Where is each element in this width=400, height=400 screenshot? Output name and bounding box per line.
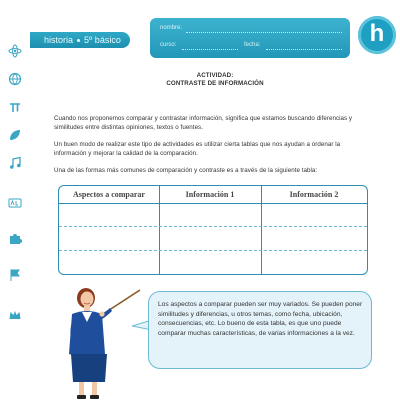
grade-label: 5º básico bbox=[84, 35, 121, 45]
leaf-icon bbox=[8, 128, 22, 142]
table-header-divider bbox=[59, 203, 367, 204]
speech-bubble-text: Los aspectos a comparar pueden ser muy variados. Se pueden poner similitudes y diferencias, u otros temas, como fecha, ubicación, consecuencias, etc. Lo bueno de esta tabla, es que uno puede comparar muchas características, de varias informaciones a la vez. bbox=[158, 301, 363, 337]
table-column-divider bbox=[159, 186, 160, 274]
name-label: nombre: bbox=[160, 25, 183, 31]
subject-bar bbox=[30, 32, 130, 48]
table-row-divider bbox=[59, 226, 367, 227]
abc-icon bbox=[8, 196, 22, 210]
sidebar bbox=[0, 0, 30, 400]
pi-icon bbox=[8, 100, 22, 114]
table-header-info2: Información 2 bbox=[289, 190, 339, 199]
header bbox=[30, 14, 400, 60]
table-column-divider bbox=[261, 186, 262, 274]
date-field[interactable] bbox=[266, 48, 342, 50]
atom-icon bbox=[8, 44, 22, 58]
table-header-info1: Información 1 bbox=[185, 190, 235, 199]
paragraph-method: Un buen modo de realizar este tipo de actividades es utilizar cierta tablas que nos ayudan a ordenar la información y mejorar la calidad de la comparación. bbox=[54, 141, 341, 157]
flag-icon bbox=[8, 268, 22, 282]
puzzle-icon bbox=[8, 232, 22, 246]
separator-dot bbox=[77, 39, 80, 42]
name-field[interactable] bbox=[186, 31, 342, 33]
subject-label: historia bbox=[44, 35, 74, 45]
student-info-box bbox=[150, 18, 350, 58]
crown-icon bbox=[8, 308, 22, 322]
paragraph-intro: Cuando nos proponemos comparar y contrastar información, significa que estamos buscando diferencias y similitudes entre distintas opiniones, textos o fuentes. bbox=[54, 115, 353, 131]
comparison-table bbox=[58, 185, 368, 275]
activity-subtitle: CONTRASTE DE INFORMACIÓN bbox=[166, 80, 264, 87]
teacher-illustration bbox=[62, 282, 152, 400]
date-label: fecha: bbox=[244, 42, 261, 48]
activity-title: ACTIVIDAD: bbox=[196, 72, 234, 79]
table-header-aspects: Aspectos a comparar bbox=[73, 190, 145, 199]
course-label: curso: bbox=[160, 42, 177, 48]
table-row-divider bbox=[59, 250, 367, 251]
globe-icon bbox=[8, 72, 22, 86]
music-icon bbox=[8, 156, 22, 170]
course-field[interactable] bbox=[182, 48, 238, 50]
logo-badge: h bbox=[358, 16, 396, 54]
paragraph-table-intro: Una de las formas más comunes de comparación y contraste es a través de la siguiente tabla: bbox=[54, 167, 318, 174]
